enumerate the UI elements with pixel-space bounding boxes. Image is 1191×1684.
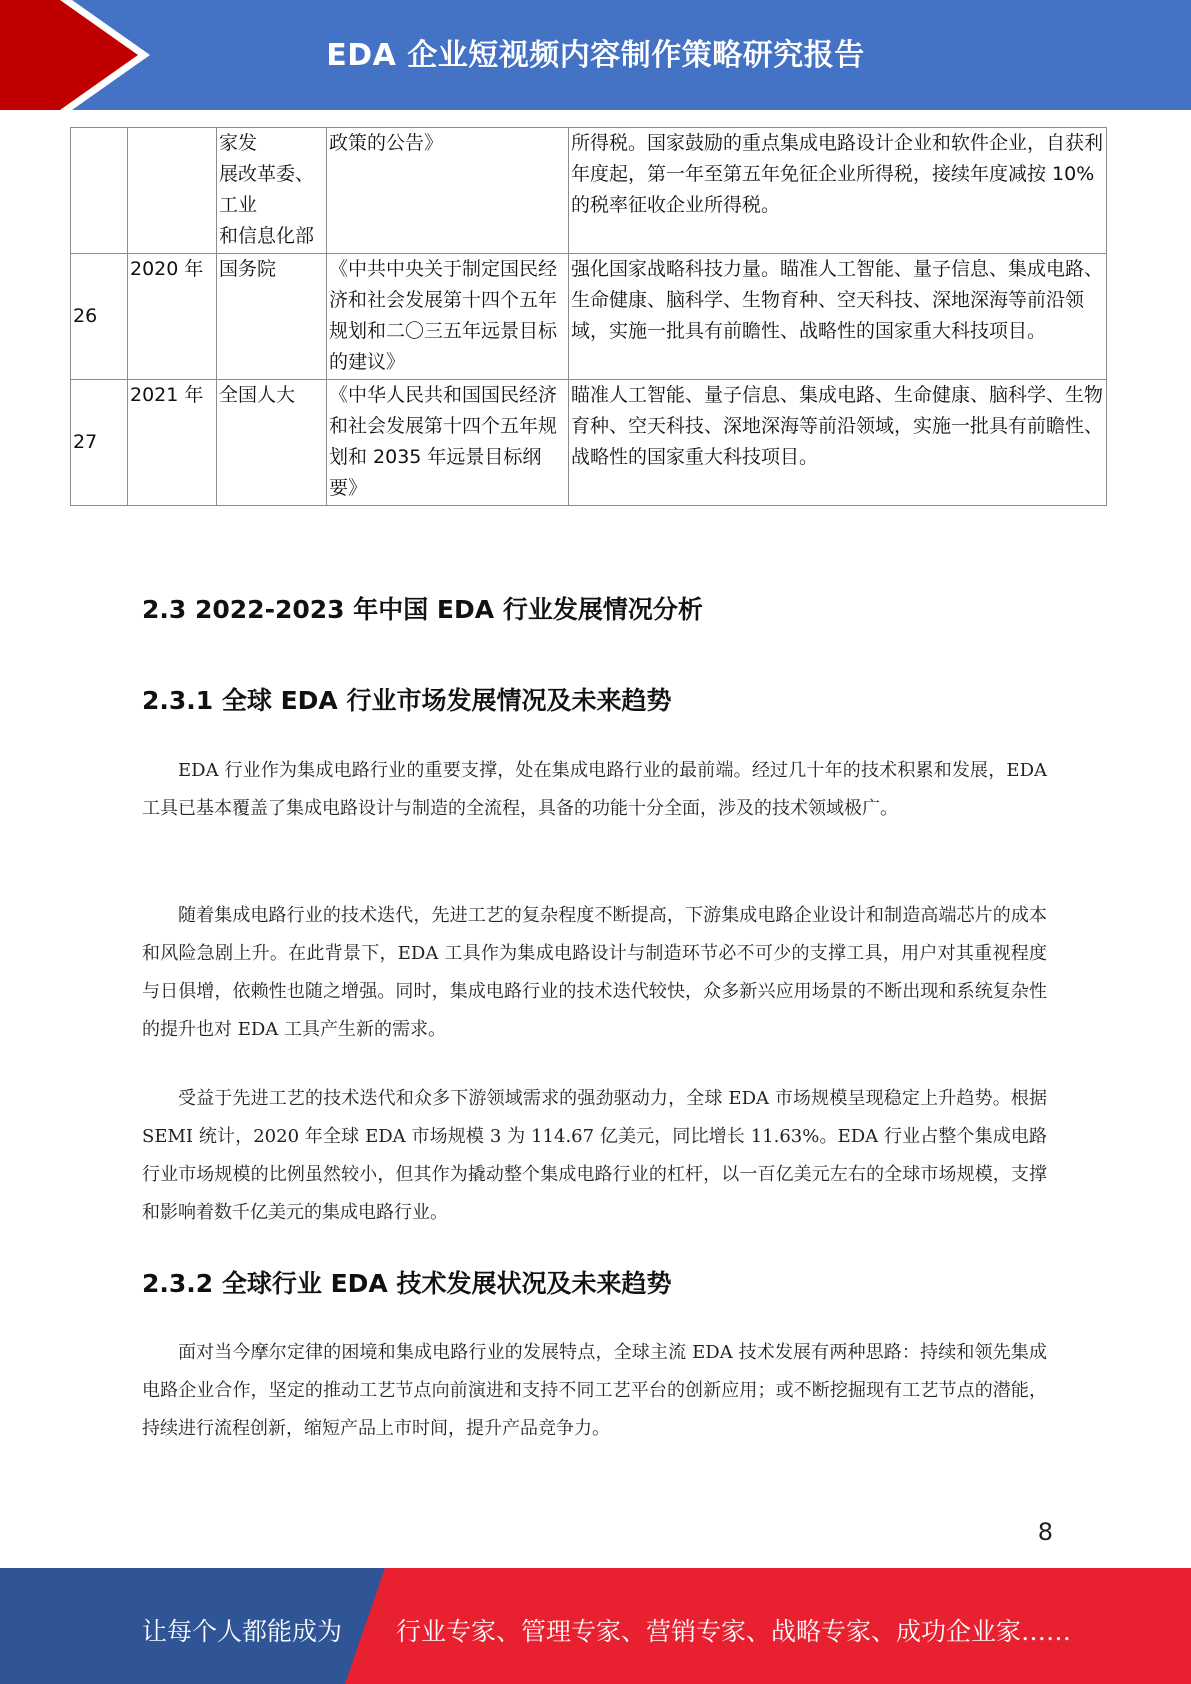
table-cell-dept: 国务院 <box>217 254 327 380</box>
table-cell-content: 所得税。国家鼓励的重点集成电路设计企业和软件企业，自获利年度起，第一年至第五年免征企业所得税，接续年度减按 10%的税率征收企业所得税。 <box>569 128 1107 254</box>
table-cell-title: 《中共中央关于制定国民经济和社会发展第十四个五年规划和二〇三五年远景目标的建议》 <box>327 254 569 380</box>
table-cell-dept <box>217 128 327 254</box>
paragraph: 面对当今摩尔定律的困境和集成电路行业的发展特点，全球主流 EDA 技术发展有两种思路：持续和领先集成电路企业合作，坚定的推动工艺节点向前演进和支持不同工艺平台的创新应用；或不断挖掘现有工艺节点的潜能，持续进行流程创新，缩短产品上市时间，提升产品竞争力。 <box>142 1342 1047 1439</box>
table-row <box>71 380 1107 506</box>
section-heading-2-3: 2.3 2022-2023 年中国 EDA 行业发展情况分析 <box>142 595 703 624</box>
footer-slogan-right: 行业专家、管理专家、营销专家、战略专家、成功企业家…… <box>396 1617 1072 1646</box>
section-heading-2-3-1: 2.3.1 全球 EDA 行业市场发展情况及未来趋势 <box>142 686 672 715</box>
table-row <box>71 128 1107 254</box>
section-heading-2-3-2: 2.3.2 全球行业 EDA 技术发展状况及未来趋势 <box>142 1269 672 1298</box>
table-cell-content: 强化国家战略科技力量。瞄准人工智能、量子信息、集成电路、生命健康、脑科学、生物育种、空天科技、深地深海等前沿领域，实施一批具有前瞻性、战略性的国家重大科技项目。 <box>569 254 1107 380</box>
table-cell-num <box>71 128 128 254</box>
table-cell-year <box>128 128 217 254</box>
footer-slogan-left: 让每个人都能成为 <box>142 1617 343 1646</box>
policy-table <box>70 127 1107 506</box>
paragraph: EDA 行业作为集成电路行业的重要支撑，处在集成电路行业的最前端。经过几十年的技术积累和发展，EDA 工具已基本覆盖了集成电路设计与制造的全流程，具备的功能十分全面，涉及的技术领域极广。 <box>142 760 1047 819</box>
header-title: EDA 企业短视频内容制作策略研究报告 <box>326 38 865 73</box>
table-cell-title: 政策的公告》 <box>327 128 569 254</box>
table-cell-num: 27 <box>71 380 128 506</box>
dept-text: 家发 展改革委、 工业 和信息化部 <box>219 132 315 247</box>
paragraph: 随着集成电路行业的技术迭代，先进工艺的复杂程度不断提高，下游集成电路企业设计和制造高端芯片的成本和风险急剧上升。在此背景下，EDA 工具作为集成电路设计与制造环节必不可少的支撑工具，用户对其重视程度与日俱增，依赖性也随之增强。同时，集成电路行业的技术迭代较快，众多新兴应用场景的不断出现和系统复杂性的提升也对 EDA 工具产生新的需求。 <box>142 905 1047 1040</box>
table-cell-dept: 全国人大 <box>217 380 327 506</box>
table-cell-num: 26 <box>71 254 128 380</box>
page-number: 8 <box>1037 1518 1053 1546</box>
page-footer <box>0 1568 1191 1684</box>
table-cell-year: 2021 年 <box>128 380 217 506</box>
table-cell-content: 瞄准人工智能、量子信息、集成电路、生命健康、脑科学、生物育种、空天科技、深地深海等前沿领域，实施一批具有前瞻性、战略性的国家重大科技项目。 <box>569 380 1107 506</box>
table-cell-year: 2020 年 <box>128 254 217 380</box>
table-cell-title: 《中华人民共和国国民经济和社会发展第十四个五年规划和 2035 年远景目标纲要》 <box>327 380 569 506</box>
table-row <box>71 254 1107 380</box>
page-header <box>0 0 1191 110</box>
paragraph: 受益于先进工艺的技术迭代和众多下游领域需求的强劲驱动力，全球 EDA 市场规模呈现稳定上升趋势。根据 SEMI 统计，2020 年全球 EDA 市场规模 3 为 114.67 亿美元，同比增长 11.63%。EDA 行业占整个集成电路行业市场规模的比例虽然较小，但其作为撬动整个集成电路行业的杠杆，以一百亿美元左右的全球市场规模，支撑和影响着数千亿美元的集成电路行业。 <box>142 1088 1047 1223</box>
